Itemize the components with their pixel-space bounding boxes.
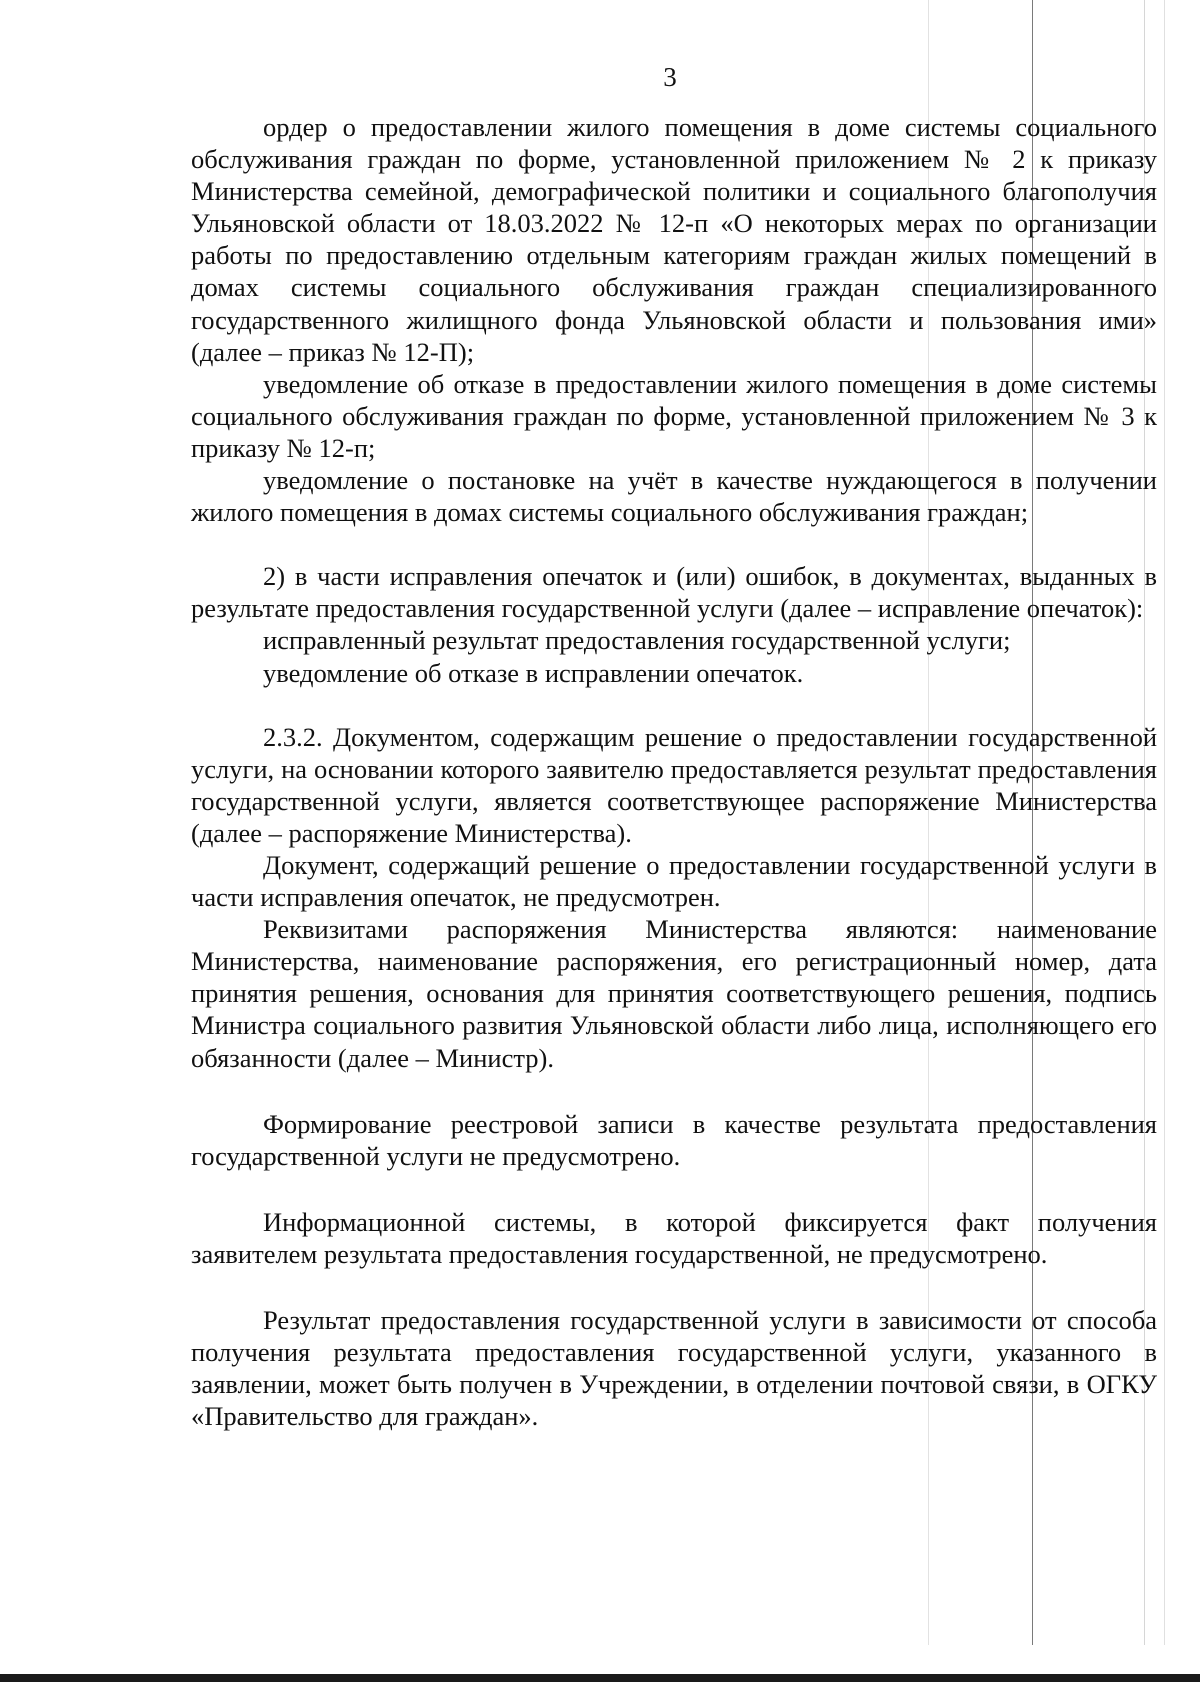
document-body xyxy=(191,111,1157,1432)
paragraph-correction-refusal: уведомление об отказе в исправлении опечаток. xyxy=(263,657,804,688)
paragraph-registry-record: Формирование реестровой записи в качестве результата предоставления государственной услуги не предусмотрено. xyxy=(191,1108,1157,1171)
paragraph-refusal-notice: уведомление об отказе в предоставлении жилого помещения в доме системы социального обслуживания граждан по форме, установленной приложением № 3 к приказу № 12-п; xyxy=(191,368,1157,463)
scan-bottom-border xyxy=(0,1674,1200,1682)
paragraph-corrected-result: исправленный результат предоставления государственной услуги; xyxy=(263,625,1011,656)
paragraph-typo-correction: 2) в части исправления опечаток и (или) ошибок, в документах, выданных в результате предоставления государственной услуги (далее – исправление опечаток): xyxy=(191,561,1157,624)
paragraph-correction-document: Документ, содержащий решение о предоставлении государственной услуги в части исправления опечаток, не предусмотрен. xyxy=(191,849,1157,913)
paragraph-spacer xyxy=(191,1074,1157,1108)
paragraph-requisites: Реквизитами распоряжения Министерства являются: наименование Министерства, наименование распоряжения, его регистрационный номер, дата принятия решения, основания для принятия соответствующего решения, подпись Министра социального развития Ульяновской области либо лица, исполняющего его обязанности (далее – Министр). xyxy=(191,914,1157,1073)
paragraph-result-delivery: Результат предоставления государственной услуги в зависимости от способа получения результата предоставления государственной услуги, указанного в заявлении, может быть получен в Учреждении, в отделении почтовой связи, в ОГКУ «Правительство для граждан». xyxy=(191,1305,1157,1432)
paragraph-registration-notice: уведомление о постановке на учёт в качестве нуждающегося в получении жилого помещения в домах системы социального обслуживания граждан; xyxy=(191,465,1157,528)
scan-artifact-line xyxy=(1164,0,1165,1645)
paragraph-information-system: Информационной системы, в которой фиксируется факт получения заявителем результата предоставления государственной, не предусмотрено. xyxy=(191,1206,1157,1269)
paragraph-order: ордер о предоставлении жилого помещения в доме системы социального обслуживания граждан по форме, установленной приложением № 2 к приказу Министерства семейной, демографической политики и социального благополучия Ульяновской области от 18.03.2022 № 12-п «О некоторых мерах по организации работы по предоставлению отдельным категориям граждан жилых помещений в домах системы социального обслуживания граждан специализированного государственного жилищного фонда Ульяновской области и пользования ими» (далее – приказ № 12-П); xyxy=(191,112,1157,367)
paragraph-spacer xyxy=(191,1172,1157,1206)
paragraph-spacer xyxy=(191,528,1157,560)
paragraph-spacer xyxy=(191,689,1157,721)
paragraph-spacer xyxy=(191,1270,1157,1304)
page-number: 3 xyxy=(663,62,677,92)
paragraph-section-2-3-2: 2.3.2. Документом, содержащим решение о предоставлении государственной услуги, на основании которого заявителю предоставляется результат предоставления государственной услуги, является соответствующее распоряжение Министерства (далее – распоряжение Министерства). xyxy=(191,721,1157,848)
